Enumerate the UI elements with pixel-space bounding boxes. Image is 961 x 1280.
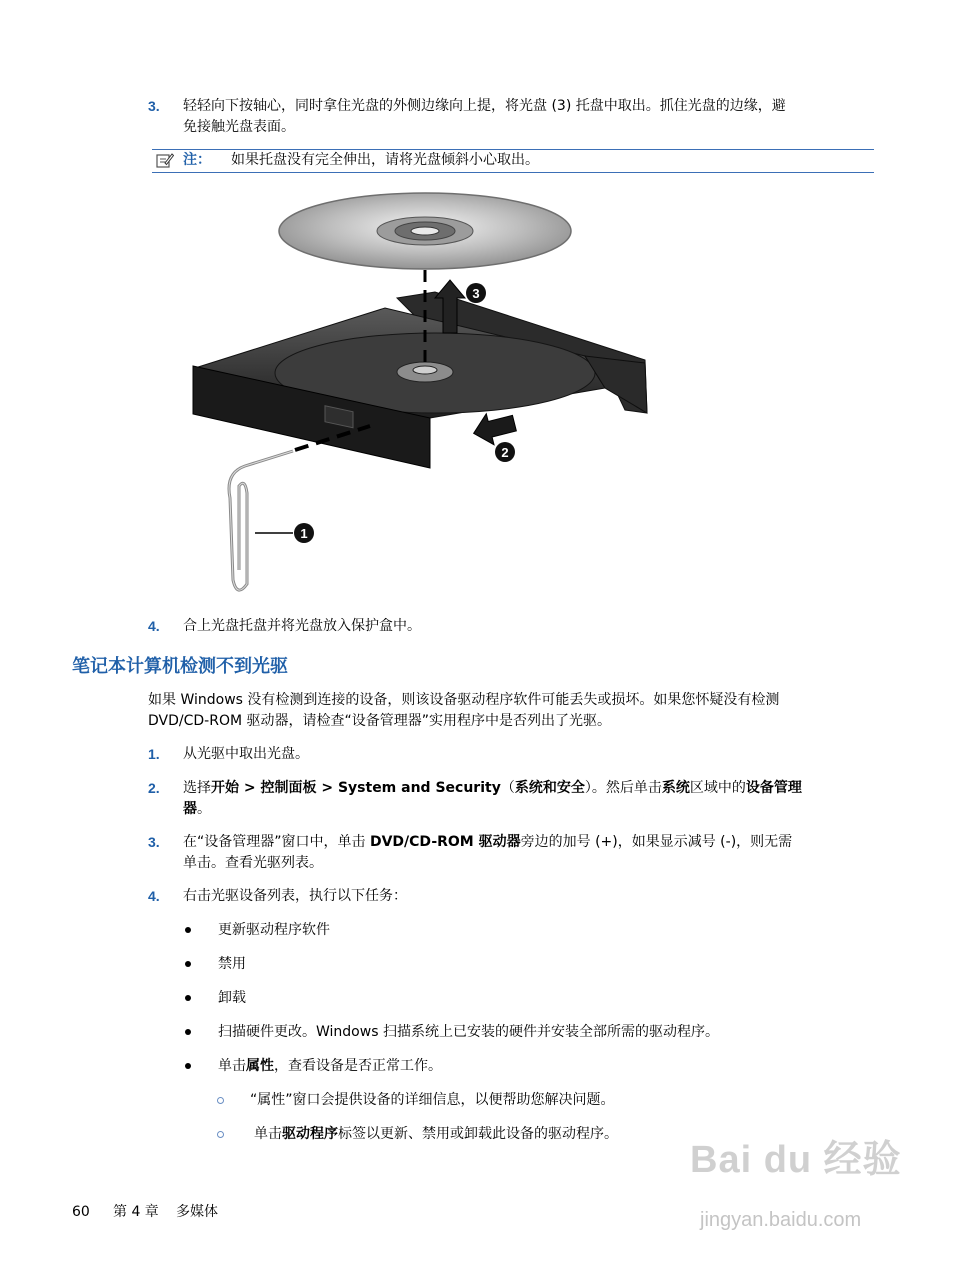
bullet-dot [185,1063,191,1069]
step-3-number: 3. [148,98,160,114]
sub-bullet-1-text: “属性”窗口会提供设备的详细信息，以便帮助您解决问题。 [250,1092,615,1108]
callout-2: 2 [501,445,509,460]
section-step-2-line1: 选择开始 > 控制面板 > System and Security（系统和安全）。然后单击系统区域中的设备管理 [183,780,802,796]
section-step-3-number: 3. [148,834,160,850]
callout-1: 1 [300,526,308,541]
step-4-text: 合上光盘托盘并将光盘放入保护盒中。 [183,618,421,634]
section-step-2-line2: 器。 [183,801,211,817]
note-bottom-rule [152,172,874,173]
footer-page-number: 60 [72,1204,90,1220]
intro-line1: 如果 Windows 没有检测到连接的设备，则该设备驱动程序软件可能丢失或损坏。如果您怀疑没有检测 [148,692,780,708]
step-3-text-line2: 免接触光盘表面。 [183,119,295,135]
bullet-dot [185,961,191,967]
footer-chapter: 第 4 章 [113,1204,159,1220]
disc-shape [279,193,571,269]
step-3-text-line1: 轻轻向下按轴心，同时拿住光盘的外侧边缘向上提，将光盘 (3) 托盘中取出。抓住光盘的边缘，避 [183,98,786,114]
watermark-brand: Bai du 经验 [690,1139,902,1181]
footer-title: 多媒体 [176,1204,218,1220]
section-step-1-number: 1. [148,746,160,762]
section-step-1-text: 从光驱中取出光盘。 [183,746,309,762]
sub-bullet-circle [217,1097,224,1104]
bullet-5-text: 单击属性，查看设备是否正常工作。 [218,1058,442,1074]
bullet-dot [185,1029,191,1035]
bullet-dot [185,995,191,1001]
section-step-4-number: 4. [148,888,160,904]
step-4-number: 4. [148,618,160,634]
sub-bullet-circle [217,1131,224,1138]
section-heading: 笔记本计算机检测不到光驱 [72,656,288,677]
bullet-4-text: 扫描硬件更改。Windows 扫描系统上已安装的硬件并安装全部所需的驱动程序。 [218,1024,719,1040]
watermark-url: jingyan.baidu.com [700,1209,862,1231]
note-label: 注： [183,152,211,168]
bullet-dot [185,927,191,933]
section-step-4-text: 右击光驱设备列表，执行以下任务： [183,888,407,904]
sub-bullet-2-text: 单击驱动程序标签以更新、禁用或卸载此设备的驱动程序。 [254,1126,618,1142]
intro-line2: DVD/CD-ROM 驱动器，请检查“设备管理器”实用程序中是否列出了光驱。 [148,713,611,729]
note-pencil-icon [156,152,174,169]
note-text: 如果托盘没有完全伸出，请将光盘倾斜小心取出。 [231,152,539,168]
section-step-2-number: 2. [148,780,160,796]
section-step-3-line2: 单击。查看光驱列表。 [183,855,323,871]
section-step-3-line1: 在“设备管理器”窗口中，单击 DVD/CD-ROM 驱动器旁边的加号 (+)，如果显示减号 (-)，则无需 [183,834,793,850]
bullet-2-text: 禁用 [218,956,246,972]
callout-3: 3 [472,286,480,301]
bullet-3-text: 卸载 [218,990,246,1006]
bullet-1-text: 更新驱动程序软件 [218,922,330,938]
optical-drive-illustration [185,188,665,598]
